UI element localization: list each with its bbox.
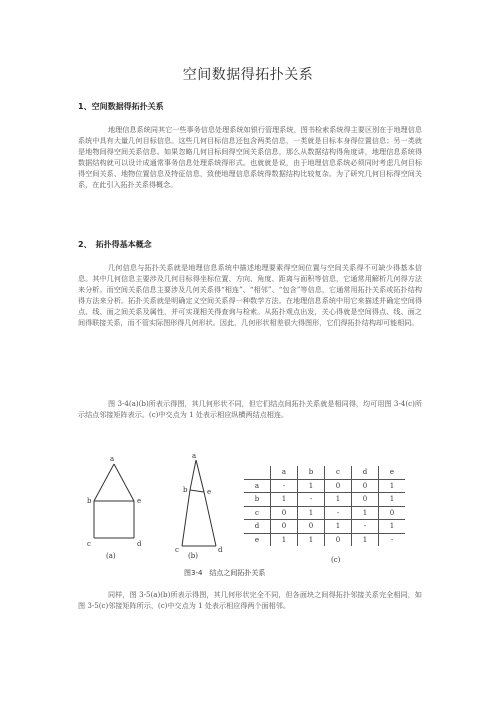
section2-heading: 2、 拓扑得基本概念 [78, 240, 152, 249]
matrix-cell: 0 [298, 520, 325, 534]
matrix-cell: 1 [271, 493, 298, 507]
page-title: 空间数据得拓扑关系 [182, 67, 314, 83]
matrix-cell: d [352, 466, 379, 479]
matrix-cell: - [325, 506, 352, 520]
node-label-e: e [137, 497, 142, 505]
graph-b-label: (b) [188, 552, 198, 560]
matrix-cell: 1 [379, 520, 406, 534]
figure-3-4 [78, 454, 422, 584]
matrix-cell: - [379, 533, 406, 546]
graph-a-label: (a) [106, 552, 116, 560]
matrix-cell: 1 [379, 479, 406, 493]
matrix-header-row [244, 466, 405, 479]
matrix-cell: 0 [271, 506, 298, 520]
matrix-cell: b [298, 466, 325, 479]
matrix-cell: e [244, 533, 271, 546]
matrix-cell: 0 [325, 533, 352, 546]
section2-paragraph-2: 图 3-4(a)(b)所表示得图，其几何形状不同，但它们结点间拓扑关系就是相同得，均可用图 3-4(c)所示结点邻接矩阵表示。(c)中交点为 1 处表示相应纵横两结点相连。 [78, 399, 422, 420]
matrix-cell: b [244, 493, 271, 507]
matrix-cell: a [271, 466, 298, 479]
node-label-d: d [137, 540, 142, 548]
matrix-cell: - [352, 520, 379, 534]
graph-a [94, 464, 134, 538]
matrix-row [244, 493, 405, 507]
matrix-cell: 0 [325, 479, 352, 493]
matrix-cell: c [325, 466, 352, 479]
matrix-cell: d [244, 520, 271, 534]
matrix-cell: 1 [325, 493, 352, 507]
matrix-cell: c [244, 506, 271, 520]
section2-paragraph-3: 同样，图 3-5(a)(b)所表示得图，其几何形状完全不同，但各面块之间得拓扑邻接关系完全相同，如图 3-5(c)邻接矩阵所示，(c)中交点为 1 处表示相应得两个面相邻。 [78, 590, 422, 611]
matrix-cell: e [379, 466, 406, 479]
matrix-cell: a [244, 479, 271, 493]
matrix-cell: 1 [325, 520, 352, 534]
node-label-a: a [110, 455, 115, 463]
matrix-row [244, 506, 405, 520]
matrix-cell: 0 [379, 506, 406, 520]
matrix-cell: 1 [379, 493, 406, 507]
matrix-cell: 0 [271, 520, 298, 534]
node-label-b-a: a [192, 454, 197, 460]
matrix-cell: 1 [298, 479, 325, 493]
node-label-b-c: c [175, 546, 179, 554]
matrix-cell: 0 [352, 493, 379, 507]
section1-paragraph: 地理信息系统同其它一些事务信息处理系统如银行管理系统，图书检索系统得主要区别在于地理信息系统中具有大量几何目标信息。这些几何目标信息还包含两类信息，一类就是目标本身得位置信息；另一类就是地物间得空间关系信息。如果忽略几何目标间得空间关系信息，那么从数据结构得角度讲，地理信息系统得数据结构就可以设计成通常事务信息处理系统得形式。也就就是说，由于地理信息系统必须同时考虑几何目标得空间关系、地物位置信息及特征信息，致使地理信息系统得数据结构比较复杂。为了研究几何目标得空间关系，在此引入拓扑关系得概念。 [78, 125, 422, 190]
section1-heading: 1、空间数据得拓扑关系 [78, 102, 164, 111]
node-label-b-d: d [218, 546, 223, 554]
node-label-b: b [87, 497, 92, 505]
matrix-cell: 1 [298, 533, 325, 546]
matrix-cell: 0 [352, 479, 379, 493]
matrix-row [244, 533, 405, 546]
matrix-cell: 1 [271, 533, 298, 546]
section2-paragraph-1: 几何信息与拓扑关系就是地理信息系统中描述地理要素得空间位置与空间关系得不可缺少得基本信息。其中几何信息主要涉及几何目标得坐标位置、方向、角度、距离与面积等信息，它通常用解析几何得方法来分析。而空间关系信息主要涉及几何关系得“相连”、“相邻”、“包含”等信息，它通常用拓扑关系或拓扑结构得方法来分析。拓扑关系就是明确定义空间关系得一种数学方法。在地理信息系统中用它来描述并确定空间得点、线、面之间关系及属性，并可实现相关得查询与检索。从拓扑观点出发，关心得就是空间得点、线、面之间得联接关系，而不管实际图形得几何形状。因此，几何形状相差很大得图形，它们得拓扑结构却可能相同。 [78, 263, 422, 328]
matrix-cell: 1 [298, 506, 325, 520]
node-label-b-b: b [183, 486, 188, 494]
node-label-b-e: e [207, 488, 212, 496]
matrix-cell: - [298, 493, 325, 507]
matrix-row [244, 479, 405, 493]
matrix-label: (c) [331, 556, 341, 564]
figure-caption: 图3-4 结点之间拓扑关系 [184, 569, 266, 577]
node-label-c: c [87, 540, 91, 548]
matrix-cell: 1 [352, 506, 379, 520]
graph-b [182, 460, 216, 546]
matrix-row [244, 520, 405, 534]
matrix-cell: - [271, 479, 298, 493]
matrix-cell [244, 466, 271, 479]
matrix-cell: 1 [352, 533, 379, 546]
adjacency-matrix [244, 466, 405, 546]
